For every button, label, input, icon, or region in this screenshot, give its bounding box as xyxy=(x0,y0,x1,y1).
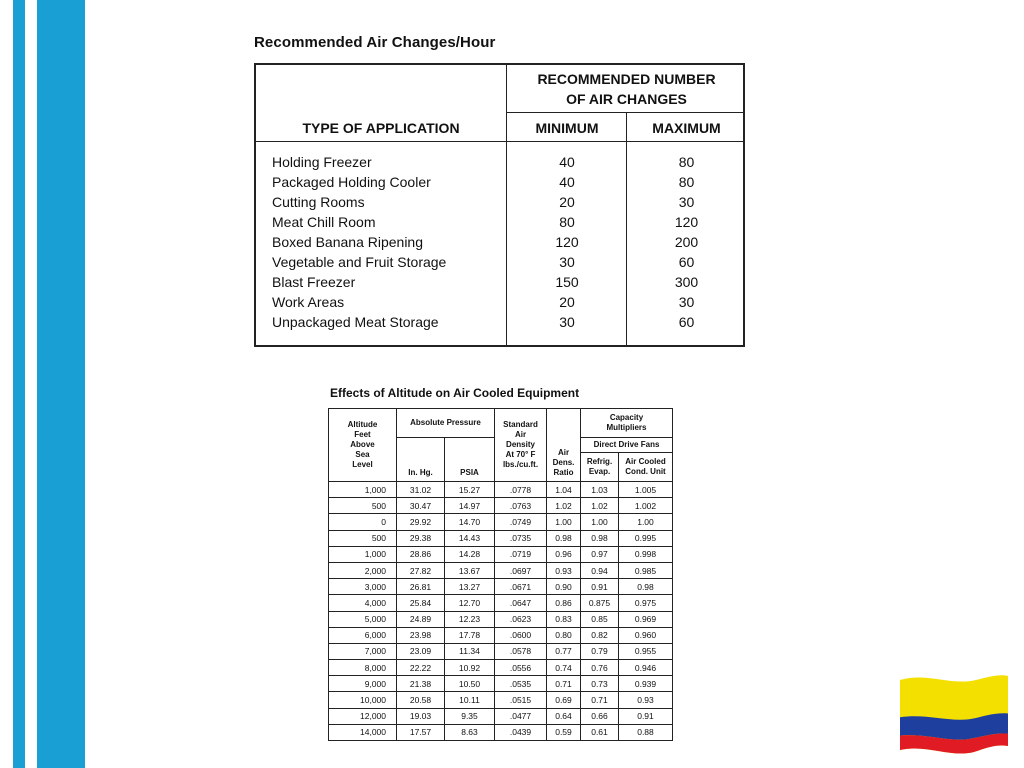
table-row xyxy=(329,482,673,498)
max-value: 200 xyxy=(674,234,699,250)
density-cell: .0749 xyxy=(495,514,547,530)
density-cell: .0778 xyxy=(495,482,547,498)
evap-cell: 0.73 xyxy=(581,676,619,692)
header-altitude-line: Altitude xyxy=(347,420,378,429)
application-name: Boxed Banana Ripening xyxy=(272,234,424,250)
inhg-cell: 23.09 xyxy=(397,643,445,659)
table-row xyxy=(256,293,743,313)
table1-col-max: MAXIMUM xyxy=(652,120,721,136)
table-row xyxy=(329,562,673,578)
header-std-line: At 70° F xyxy=(505,450,536,459)
density-cell: .0763 xyxy=(495,498,547,514)
evap-cell: 1.02 xyxy=(581,498,619,514)
density-cell: .0477 xyxy=(495,708,547,724)
evap-cell: 0.875 xyxy=(581,595,619,611)
density-cell: .0535 xyxy=(495,676,547,692)
ratio-cell: 0.93 xyxy=(547,562,581,578)
header-altitude-line: Feet xyxy=(354,430,371,439)
table-row xyxy=(256,173,743,193)
table-row xyxy=(329,660,673,676)
inhg-cell: 30.47 xyxy=(397,498,445,514)
altitude-cell: 10,000 xyxy=(329,692,397,708)
min-value: 150 xyxy=(555,274,579,290)
application-name: Vegetable and Fruit Storage xyxy=(272,254,447,270)
inhg-cell: 26.81 xyxy=(397,579,445,595)
table-row xyxy=(329,514,673,530)
psia-cell: 10.11 xyxy=(445,692,495,708)
cond-cell: 0.939 xyxy=(619,676,673,692)
ratio-cell: 0.71 xyxy=(547,676,581,692)
ratio-cell: 1.02 xyxy=(547,498,581,514)
max-value: 80 xyxy=(678,174,695,190)
ratio-cell: 0.77 xyxy=(547,643,581,659)
density-cell: .0719 xyxy=(495,546,547,562)
density-cell: .0735 xyxy=(495,530,547,546)
max-value: 80 xyxy=(678,154,695,170)
psia-cell: 14.97 xyxy=(445,498,495,514)
evap-cell: 0.79 xyxy=(581,643,619,659)
cond-cell: 0.995 xyxy=(619,530,673,546)
max-value: 30 xyxy=(678,294,695,310)
inhg-cell: 19.03 xyxy=(397,708,445,724)
inhg-cell: 29.38 xyxy=(397,530,445,546)
evap-cell: 0.61 xyxy=(581,724,619,740)
table-row xyxy=(329,724,673,740)
density-cell: .0600 xyxy=(495,627,547,643)
altitude-cell: 12,000 xyxy=(329,708,397,724)
inhg-cell: 24.89 xyxy=(397,611,445,627)
altitude-cell: 6,000 xyxy=(329,627,397,643)
cond-cell: 1.005 xyxy=(619,482,673,498)
altitude-cell: 2,000 xyxy=(329,562,397,578)
header-std-line: Density xyxy=(506,440,535,449)
table-row xyxy=(256,273,743,293)
max-value: 60 xyxy=(678,254,695,270)
ratio-cell: 0.80 xyxy=(547,627,581,643)
header-std-line: Air xyxy=(514,430,527,439)
evap-cell: 0.98 xyxy=(581,530,619,546)
density-cell: .0623 xyxy=(495,611,547,627)
header-ratio-line: Ratio xyxy=(553,468,574,477)
altitude-cell: 3,000 xyxy=(329,579,397,595)
psia-cell: 11.34 xyxy=(445,643,495,659)
table-row xyxy=(329,611,673,627)
table-row xyxy=(329,595,673,611)
evap-cell: 0.82 xyxy=(581,627,619,643)
min-value: 40 xyxy=(559,154,575,170)
cond-cell: 0.93 xyxy=(619,692,673,708)
table1-group-header xyxy=(508,69,745,109)
table-row xyxy=(329,643,673,659)
header-refrig-evap xyxy=(581,453,619,482)
table-row xyxy=(329,498,673,514)
cond-cell: 0.998 xyxy=(619,546,673,562)
table1-col-type: TYPE OF APPLICATION xyxy=(302,120,460,136)
header-altitude xyxy=(329,409,397,482)
cond-cell: 0.969 xyxy=(619,611,673,627)
altitude-cell: 9,000 xyxy=(329,676,397,692)
table1-group-header-line2: OF AIR CHANGES xyxy=(566,91,687,107)
max-value: 30 xyxy=(678,194,695,210)
min-value: 120 xyxy=(555,234,579,250)
table-row xyxy=(256,253,743,273)
min-value: 80 xyxy=(559,214,575,230)
header-direct-drive-fans: Direct Drive Fans xyxy=(581,438,673,453)
header-cond-line: Cond. Unit xyxy=(625,467,666,476)
density-cell: .0515 xyxy=(495,692,547,708)
cond-cell: 0.946 xyxy=(619,660,673,676)
inhg-cell: 20.58 xyxy=(397,692,445,708)
header-std-line: Standard xyxy=(503,420,538,429)
altitude-cell: 4,000 xyxy=(329,595,397,611)
density-cell: .0556 xyxy=(495,660,547,676)
table1-col-min: MINIMUM xyxy=(535,120,599,136)
inhg-cell: 29.92 xyxy=(397,514,445,530)
ratio-cell: 0.69 xyxy=(547,692,581,708)
psia-cell: 15.27 xyxy=(445,482,495,498)
min-value: 20 xyxy=(559,194,575,210)
cond-cell: 0.955 xyxy=(619,643,673,659)
ratio-cell: 0.86 xyxy=(547,595,581,611)
density-cell: .0647 xyxy=(495,595,547,611)
ratio-cell: 1.00 xyxy=(547,514,581,530)
header-standard-density xyxy=(495,409,547,482)
table-row xyxy=(256,213,743,233)
header-cap-line: Capacity xyxy=(609,413,644,422)
min-value: 30 xyxy=(559,314,575,330)
inhg-cell: 25.84 xyxy=(397,595,445,611)
cond-cell: 0.985 xyxy=(619,562,673,578)
cond-cell: 0.975 xyxy=(619,595,673,611)
psia-cell: 13.67 xyxy=(445,562,495,578)
ratio-cell: 0.59 xyxy=(547,724,581,740)
psia-cell: 12.23 xyxy=(445,611,495,627)
table-row xyxy=(329,627,673,643)
psia-cell: 13.27 xyxy=(445,579,495,595)
psia-cell: 9.35 xyxy=(445,708,495,724)
application-name: Work Areas xyxy=(272,294,345,310)
psia-cell: 10.92 xyxy=(445,660,495,676)
ratio-cell: 0.83 xyxy=(547,611,581,627)
header-altitude-line: Above xyxy=(350,440,375,449)
table1-body xyxy=(256,153,743,333)
evap-cell: 0.94 xyxy=(581,562,619,578)
application-name: Blast Freezer xyxy=(272,274,356,290)
density-cell: .0671 xyxy=(495,579,547,595)
altitude-cell: 1,000 xyxy=(329,546,397,562)
density-cell: .0697 xyxy=(495,562,547,578)
inhg-cell: 21.38 xyxy=(397,676,445,692)
inhg-cell: 22.22 xyxy=(397,660,445,676)
left-accent-bar-wide xyxy=(37,0,85,768)
left-accent-bar-thin xyxy=(13,0,25,768)
altitude-cell: 14,000 xyxy=(329,724,397,740)
altitude-cell: 7,000 xyxy=(329,643,397,659)
table-row xyxy=(329,530,673,546)
header-absolute-pressure: Absolute Pressure xyxy=(397,409,495,438)
cond-cell: 0.88 xyxy=(619,724,673,740)
max-value: 300 xyxy=(674,274,699,290)
cond-cell: 0.98 xyxy=(619,579,673,595)
table-row xyxy=(256,313,743,333)
header-altitude-line: Sea xyxy=(355,450,370,459)
ratio-cell: 0.74 xyxy=(547,660,581,676)
header-density-ratio xyxy=(547,409,581,482)
altitude-cell: 1,000 xyxy=(329,482,397,498)
ratio-cell: 0.96 xyxy=(547,546,581,562)
evap-cell: 1.03 xyxy=(581,482,619,498)
altitude-cell: 500 xyxy=(329,498,397,514)
evap-cell: 0.85 xyxy=(581,611,619,627)
header-std-line: lbs./cu.ft. xyxy=(502,460,539,469)
header-altitude-line: Level xyxy=(352,460,373,469)
table-row xyxy=(329,692,673,708)
table-row xyxy=(256,153,743,173)
application-name: Packaged Holding Cooler xyxy=(272,174,431,190)
table-row xyxy=(329,546,673,562)
max-value: 60 xyxy=(678,314,695,330)
table1-group-header-line1: RECOMMENDED NUMBER xyxy=(537,71,716,87)
density-cell: .0578 xyxy=(495,643,547,659)
header-ratio-line: Dens. xyxy=(552,458,575,467)
inhg-cell: 28.86 xyxy=(397,546,445,562)
min-value: 40 xyxy=(559,174,575,190)
table-row xyxy=(329,676,673,692)
header-inhg: In. Hg. xyxy=(397,438,445,482)
table-row xyxy=(329,708,673,724)
ratio-cell: 0.98 xyxy=(547,530,581,546)
psia-cell: 14.43 xyxy=(445,530,495,546)
application-name: Holding Freezer xyxy=(272,154,372,170)
cond-cell: 1.002 xyxy=(619,498,673,514)
psia-cell: 14.70 xyxy=(445,514,495,530)
max-value: 120 xyxy=(674,214,699,230)
ratio-cell: 1.04 xyxy=(547,482,581,498)
table2-title: Effects of Altitude on Air Cooled Equipment xyxy=(330,386,580,400)
evap-cell: 0.76 xyxy=(581,660,619,676)
application-name: Meat Chill Room xyxy=(272,214,376,230)
psia-cell: 12.70 xyxy=(445,595,495,611)
evap-cell: 1.00 xyxy=(581,514,619,530)
cond-cell: 0.960 xyxy=(619,627,673,643)
cond-cell: 1.00 xyxy=(619,514,673,530)
evap-cell: 0.71 xyxy=(581,692,619,708)
header-cond-unit xyxy=(619,453,673,482)
table1-divider-header xyxy=(256,141,743,142)
psia-cell: 10.50 xyxy=(445,676,495,692)
min-value: 30 xyxy=(559,254,575,270)
min-value: 20 xyxy=(559,294,575,310)
table2-body xyxy=(329,482,673,741)
table-row xyxy=(256,193,743,213)
altitude-cell: 500 xyxy=(329,530,397,546)
evap-cell: 0.91 xyxy=(581,579,619,595)
table1-title: Recommended Air Changes/Hour xyxy=(254,34,496,51)
evap-cell: 0.66 xyxy=(581,708,619,724)
inhg-cell: 17.57 xyxy=(397,724,445,740)
ratio-cell: 0.90 xyxy=(547,579,581,595)
header-ratio-line: Air xyxy=(557,448,570,457)
table-row xyxy=(256,233,743,253)
application-name: Cutting Rooms xyxy=(272,194,365,210)
colombia-flag-icon xyxy=(896,672,1012,754)
cond-cell: 0.91 xyxy=(619,708,673,724)
header-capacity-multipliers xyxy=(581,409,673,438)
density-cell: .0439 xyxy=(495,724,547,740)
altitude-cell: 8,000 xyxy=(329,660,397,676)
inhg-cell: 31.02 xyxy=(397,482,445,498)
inhg-cell: 23.98 xyxy=(397,627,445,643)
table2-altitude-effects xyxy=(328,408,673,741)
inhg-cell: 27.82 xyxy=(397,562,445,578)
header-evap-line: Evap. xyxy=(588,467,611,476)
altitude-cell: 0 xyxy=(329,514,397,530)
table-row xyxy=(329,579,673,595)
header-cond-line: Air Cooled xyxy=(625,457,666,466)
psia-cell: 17.78 xyxy=(445,627,495,643)
table1-air-changes xyxy=(254,63,745,347)
evap-cell: 0.97 xyxy=(581,546,619,562)
psia-cell: 8.63 xyxy=(445,724,495,740)
header-evap-line: Refrig. xyxy=(586,457,613,466)
header-cap-line: Multipliers xyxy=(606,423,647,432)
header-psia: PSIA xyxy=(445,438,495,482)
ratio-cell: 0.64 xyxy=(547,708,581,724)
table1-divider-group xyxy=(506,112,743,113)
application-name: Unpackaged Meat Storage xyxy=(272,314,439,330)
altitude-cell: 5,000 xyxy=(329,611,397,627)
psia-cell: 14.28 xyxy=(445,546,495,562)
